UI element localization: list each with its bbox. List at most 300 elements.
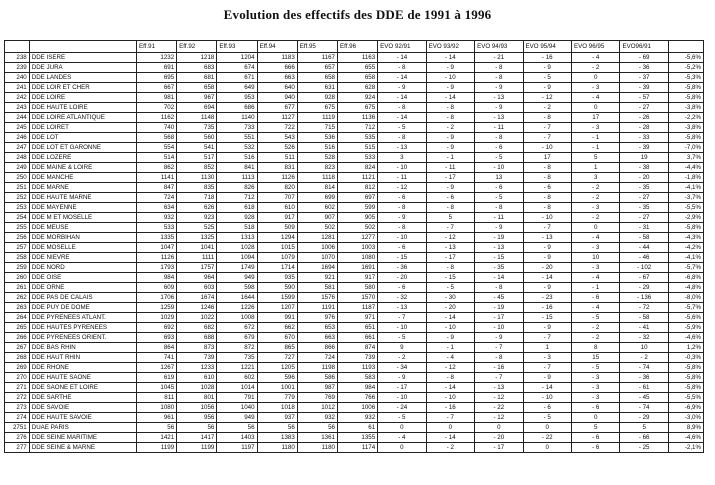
row-index: 269 — [5, 363, 30, 373]
eff-91: 1199 — [136, 443, 176, 453]
evo-96-95: - 4 — [571, 233, 619, 243]
evo-96-91: - 69 — [620, 53, 668, 63]
table-row — [5, 323, 704, 333]
eff-92: 603 — [177, 283, 217, 293]
evo-95-94: - 2 — [523, 103, 571, 113]
evo-96-91: - 20 — [620, 173, 668, 183]
percent-change: 8,9% — [668, 423, 703, 433]
evo-92-91: - 7 — [378, 313, 426, 323]
eff-92: 610 — [177, 373, 217, 383]
evo96-91-header: EVO96/91 — [620, 41, 668, 53]
evo-96-91: - 58 — [620, 313, 668, 323]
evo-95-94: - 9 — [523, 83, 571, 93]
eff-91: 1421 — [136, 433, 176, 443]
eff-91: 609 — [136, 283, 176, 293]
percent-change: -3,8% — [668, 103, 703, 113]
eff-93: 518 — [217, 223, 257, 233]
evo-92-91: - 10 — [378, 163, 426, 173]
eff-95: 581 — [297, 283, 337, 293]
row-index: 252 — [5, 193, 30, 203]
evo-94-93: - 19 — [475, 303, 523, 313]
dde-name: DDE LOIR ET CHER — [29, 83, 136, 93]
evo-96-95: - 2 — [571, 213, 619, 223]
eff-96: 515 — [337, 143, 377, 153]
evo-96-91: 10 — [620, 343, 668, 353]
evo-93-92: - 9 — [426, 83, 474, 93]
eff-94: 509 — [257, 223, 297, 233]
eff-95: 56 — [297, 423, 337, 433]
evo-95-94: 17 — [523, 153, 571, 163]
eff-95: 928 — [297, 93, 337, 103]
eff-93: 1313 — [217, 233, 257, 243]
eff-94: 722 — [257, 123, 297, 133]
eff-95: 653 — [297, 323, 337, 333]
eff-96: 739 — [337, 353, 377, 363]
eff-94: 1180 — [257, 443, 297, 453]
eff-93: 56 — [217, 423, 257, 433]
evo-95-94: - 15 — [523, 313, 571, 323]
eff-95: 823 — [297, 163, 337, 173]
evo-96-95: 17 — [571, 113, 619, 123]
eff-96: 1174 — [337, 443, 377, 453]
table-body — [5, 53, 704, 453]
eff-93: 1221 — [217, 363, 257, 373]
eff-94: 1001 — [257, 383, 297, 393]
eff-91: 1232 — [136, 53, 176, 63]
evo-94-93: - 11 — [475, 123, 523, 133]
row-index: 276 — [5, 433, 30, 443]
eff-96: 1080 — [337, 253, 377, 263]
row-index: 277 — [5, 443, 30, 453]
dde-name: DDE LANDES — [29, 73, 136, 83]
eff-94: 670 — [257, 333, 297, 343]
evo-96-91: - 25 — [620, 443, 668, 453]
eff-95: 516 — [297, 143, 337, 153]
eff-91: 1267 — [136, 363, 176, 373]
eff-91: 1335 — [136, 233, 176, 243]
evo-92-91: - 9 — [378, 213, 426, 223]
evo-96-95: - 4 — [571, 303, 619, 313]
evo-93-92: - 8 — [426, 263, 474, 273]
table-row — [5, 133, 704, 143]
evo-92-91: - 9 — [378, 83, 426, 93]
eff-93: 1204 — [217, 53, 257, 63]
evo-92-91: 0 — [378, 443, 426, 453]
eff-94: 991 — [257, 313, 297, 323]
evo-94-93: - 35 — [475, 263, 523, 273]
eff-93: 1094 — [217, 253, 257, 263]
evo-93-92: - 10 — [426, 73, 474, 83]
evo-96-91: - 33 — [620, 133, 668, 143]
table-row — [5, 293, 704, 303]
eff-92: 626 — [177, 203, 217, 213]
table-row — [5, 273, 704, 283]
evo-96-95: 0 — [571, 223, 619, 233]
row-index: 264 — [5, 313, 30, 323]
eff-95: 1070 — [297, 253, 337, 263]
eff-92: 1028 — [177, 383, 217, 393]
eff-95: 699 — [297, 193, 337, 203]
row-index: 260 — [5, 273, 30, 283]
dde-name: DDE LOT ET GARONNE — [29, 143, 136, 153]
percent-change: -4,2% — [668, 243, 703, 253]
eff-93: 516 — [217, 153, 257, 163]
row-index: 250 — [5, 173, 30, 183]
eff-91: 1259 — [136, 303, 176, 313]
evo-96-95: - 2 — [571, 333, 619, 343]
eff-93: 551 — [217, 133, 257, 143]
evo-95-94: - 20 — [523, 263, 571, 273]
eff-95: 536 — [297, 133, 337, 143]
evo96-95-header: EVO 96/95 — [571, 41, 619, 53]
evo-92-91: - 15 — [378, 253, 426, 263]
eff-96: 1355 — [337, 433, 377, 443]
evo-95-94: - 7 — [523, 223, 571, 233]
evo-96-91: - 61 — [620, 383, 668, 393]
eff-94: 677 — [257, 103, 297, 113]
eff-96: 1277 — [337, 233, 377, 243]
dde-name: DDE SEINE & MARNE — [29, 443, 136, 453]
evo-96-95: - 5 — [571, 313, 619, 323]
effectifs-table — [4, 40, 704, 453]
eff-92: 967 — [177, 93, 217, 103]
table-row — [5, 73, 704, 83]
evo-94-93: - 8 — [475, 283, 523, 293]
eff-94: 727 — [257, 353, 297, 363]
eff-95: 658 — [297, 73, 337, 83]
eff-94: 662 — [257, 323, 297, 333]
evo-95-94: - 5 — [523, 73, 571, 83]
evo-95-94: - 14 — [523, 383, 571, 393]
eff-93: 949 — [217, 413, 257, 423]
eff-95: 657 — [297, 63, 337, 73]
evo-94-93: - 5 — [475, 153, 523, 163]
eff-91: 619 — [136, 373, 176, 383]
percent-change: -4,1% — [668, 253, 703, 263]
percent-change: -2,1% — [668, 443, 703, 453]
dde-name: DDE LOIRE ATLANTIQUE — [29, 113, 136, 123]
eff-95: 631 — [297, 83, 337, 93]
percent-change: -5,8% — [668, 133, 703, 143]
percent-change: -5,6% — [668, 53, 703, 63]
eff-92: 835 — [177, 183, 217, 193]
evo-94-93: - 13 — [475, 243, 523, 253]
eff-92: 739 — [177, 353, 217, 363]
row-index: 273 — [5, 403, 30, 413]
eff-96: 917 — [337, 273, 377, 283]
dde-name: DDE NORD — [29, 263, 136, 273]
eff-92: 1325 — [177, 233, 217, 243]
eff-94: 917 — [257, 213, 297, 223]
evo-93-92: - 10 — [426, 323, 474, 333]
eff-95: 769 — [297, 393, 337, 403]
row-index: 259 — [5, 263, 30, 273]
eff-94: 1383 — [257, 433, 297, 443]
evo-96-95: 0 — [571, 73, 619, 83]
evo-92-91: - 8 — [378, 223, 426, 233]
table-row — [5, 333, 704, 343]
table-row — [5, 403, 704, 413]
percent-change: -3,8% — [668, 123, 703, 133]
eff-96: 1006 — [337, 403, 377, 413]
evo-96-91: - 36 — [620, 373, 668, 383]
eff-93: 1644 — [217, 293, 257, 303]
evo-95-94: - 10 — [523, 143, 571, 153]
eff94-header: Eff.94 — [257, 41, 297, 53]
evo-93-92: - 12 — [426, 233, 474, 243]
evo-95-94: - 14 — [523, 273, 571, 283]
evo-94-93: - 8 — [475, 133, 523, 143]
percent-change: -5,7% — [668, 303, 703, 313]
evo-94-93: - 8 — [475, 353, 523, 363]
eff-93: 1014 — [217, 383, 257, 393]
dde-name: DDE SEINE MARITIME — [29, 433, 136, 443]
evo-96-95: 10 — [571, 253, 619, 263]
eff-91: 514 — [136, 153, 176, 163]
evo-96-91: - 26 — [620, 113, 668, 123]
row-index: 243 — [5, 103, 30, 113]
eff-92: 688 — [177, 333, 217, 343]
evo-92-91: - 10 — [378, 323, 426, 333]
row-index: 268 — [5, 353, 30, 363]
evo-96-95: 5 — [571, 153, 619, 163]
evo-94-93: - 13 — [475, 93, 523, 103]
evo-93-92: - 14 — [426, 53, 474, 63]
eff-91: 741 — [136, 353, 176, 363]
evo-96-95: - 2 — [571, 193, 619, 203]
percent-change: -6,9% — [668, 403, 703, 413]
table-row — [5, 123, 704, 133]
evo-93-92: - 17 — [426, 173, 474, 183]
dde-name: DDE OISE — [29, 273, 136, 283]
percent-change: -8,0% — [668, 293, 703, 303]
eff-95: 866 — [297, 343, 337, 353]
eff-91: 554 — [136, 143, 176, 153]
evo-96-91: - 74 — [620, 363, 668, 373]
eff-93: 532 — [217, 143, 257, 153]
evo-93-92: - 15 — [426, 273, 474, 283]
table-row — [5, 93, 704, 103]
eff-92: 1233 — [177, 363, 217, 373]
evo-93-92: - 9 — [426, 143, 474, 153]
eff-91: 691 — [136, 63, 176, 73]
eff-93: 1226 — [217, 303, 257, 313]
eff-95: 1012 — [297, 403, 337, 413]
table-row — [5, 163, 704, 173]
row-index: 244 — [5, 113, 30, 123]
dde-name: DDE HAUTE MARNE — [29, 193, 136, 203]
evo-94-93: - 7 — [475, 373, 523, 383]
table-row — [5, 263, 704, 273]
table-row — [5, 193, 704, 203]
evo-92-91: - 36 — [378, 263, 426, 273]
percent-change: -4,4% — [668, 163, 703, 173]
evo-96-95: - 1 — [571, 143, 619, 153]
eff-95: 1361 — [297, 433, 337, 443]
eff-93: 1140 — [217, 113, 257, 123]
eff-94: 663 — [257, 73, 297, 83]
eff-95: 1167 — [297, 53, 337, 63]
evo-94-93: - 11 — [475, 213, 523, 223]
row-index: 246 — [5, 133, 30, 143]
dde-name: DDE BAS RHIN — [29, 343, 136, 353]
eff-94: 610 — [257, 203, 297, 213]
eff-92: 1757 — [177, 263, 217, 273]
eff-91: 1045 — [136, 383, 176, 393]
eff-96: 905 — [337, 213, 377, 223]
eff-92: 1130 — [177, 173, 217, 183]
eff-93: 1113 — [217, 173, 257, 183]
eff-94: 56 — [257, 423, 297, 433]
evo-96-95: - 3 — [571, 373, 619, 383]
row-index: 272 — [5, 393, 30, 403]
evo-94-93: - 21 — [475, 53, 523, 63]
dde-name: DDE M ET MOSELLE — [29, 213, 136, 223]
evo-96-95: 5 — [571, 423, 619, 433]
name-header — [29, 41, 136, 53]
eff-92: 852 — [177, 163, 217, 173]
eff-93: 1040 — [217, 403, 257, 413]
percent-change: -5,7% — [668, 263, 703, 273]
evo-94-93: - 12 — [475, 413, 523, 423]
table-row — [5, 63, 704, 73]
table-row — [5, 233, 704, 243]
evo-96-91: - 72 — [620, 303, 668, 313]
percent-change: -5,8% — [668, 363, 703, 373]
evo-96-95: - 4 — [571, 273, 619, 283]
evo-92-91: - 12 — [378, 183, 426, 193]
evo-96-91: - 35 — [620, 183, 668, 193]
evo-96-95: 3 — [571, 173, 619, 183]
eff-92: 1056 — [177, 403, 217, 413]
eff-91: 724 — [136, 193, 176, 203]
evo-95-94: - 5 — [523, 413, 571, 423]
eff-92: 956 — [177, 413, 217, 423]
eff-91: 695 — [136, 73, 176, 83]
table-row — [5, 243, 704, 253]
evo-93-92: - 14 — [426, 313, 474, 323]
evo-96-91: - 35 — [620, 203, 668, 213]
evo-94-93: - 6 — [475, 183, 523, 193]
row-index: 256 — [5, 233, 30, 243]
evo-95-94: - 6 — [523, 403, 571, 413]
evo-96-91: - 46 — [620, 253, 668, 263]
table-row — [5, 363, 704, 373]
row-index: 2751 — [5, 423, 30, 433]
dde-name: DDE MOSELLE — [29, 243, 136, 253]
evo-96-95: - 2 — [571, 183, 619, 193]
evo-94-93: 0 — [475, 423, 523, 433]
evo-94-93: - 8 — [475, 203, 523, 213]
evo-93-92: - 8 — [426, 373, 474, 383]
evo-95-94: - 8 — [523, 173, 571, 183]
evo-92-91: - 5 — [378, 333, 426, 343]
evo-94-93: 13 — [475, 173, 523, 183]
eff-92: 1417 — [177, 433, 217, 443]
evo-96-91: - 27 — [620, 213, 668, 223]
table-row — [5, 143, 704, 153]
evo-95-94: - 8 — [523, 203, 571, 213]
dde-name: DDE LOT — [29, 133, 136, 143]
table-row — [5, 393, 704, 403]
evo-95-94: - 9 — [523, 243, 571, 253]
table-header-row — [5, 41, 704, 53]
eff-92: 923 — [177, 213, 217, 223]
percent-change: 3,7% — [668, 153, 703, 163]
evo-96-91: - 31 — [620, 223, 668, 233]
evo-93-92: - 12 — [426, 363, 474, 373]
evo-95-94: - 16 — [523, 303, 571, 313]
eff-91: 847 — [136, 183, 176, 193]
eff-95: 715 — [297, 123, 337, 133]
eff93-header: Eff.93 — [217, 41, 257, 53]
eff-95: 907 — [297, 213, 337, 223]
eff-94: 1126 — [257, 173, 297, 183]
evo-96-95: 8 — [571, 343, 619, 353]
eff-93: 598 — [217, 283, 257, 293]
table-row — [5, 183, 704, 193]
evo-96-91: - 136 — [620, 293, 668, 303]
evo-94-93: - 10 — [475, 323, 523, 333]
evo-93-92: - 8 — [426, 203, 474, 213]
eff-94: 1015 — [257, 243, 297, 253]
eff-96: 658 — [337, 73, 377, 83]
eff-93: 826 — [217, 183, 257, 193]
evo-94-93: - 20 — [475, 433, 523, 443]
evo-93-92: - 1 — [426, 343, 474, 353]
evo-92-91: - 20 — [378, 273, 426, 283]
eff-91: 1126 — [136, 253, 176, 263]
dde-name: DDE HAUT RHIN — [29, 353, 136, 363]
evo-93-92: - 16 — [426, 403, 474, 413]
row-index: 254 — [5, 213, 30, 223]
row-index: 262 — [5, 293, 30, 303]
evo93-92-header: EVO 93/92 — [426, 41, 474, 53]
evo-95-94: - 7 — [523, 363, 571, 373]
eff-96: 1193 — [337, 363, 377, 373]
eff-94: 1018 — [257, 403, 297, 413]
table-row — [5, 303, 704, 313]
evo-94-93: - 15 — [475, 253, 523, 263]
evo92-91-header: EVO 92/91 — [378, 41, 426, 53]
evo-93-92: - 2 — [426, 123, 474, 133]
evo-92-91: - 2 — [378, 353, 426, 363]
evo-94-93: - 9 — [475, 103, 523, 113]
evo-96-95: - 6 — [571, 403, 619, 413]
eff-94: 865 — [257, 343, 297, 353]
eff-91: 533 — [136, 223, 176, 233]
table-row — [5, 343, 704, 353]
percent-header — [668, 41, 703, 53]
eff-93: 602 — [217, 373, 257, 383]
evo-92-91: 3 — [378, 153, 426, 163]
percent-change: -5,8% — [668, 373, 703, 383]
percent-change: -0,3% — [668, 353, 703, 363]
percent-change: -5,5% — [668, 393, 703, 403]
evo-96-95: - 3 — [571, 123, 619, 133]
evo95-94-header: EVO 95/94 — [523, 41, 571, 53]
eff-91: 862 — [136, 163, 176, 173]
eff-92: 801 — [177, 393, 217, 403]
percent-change: -5,8% — [668, 383, 703, 393]
row-index: 274 — [5, 413, 30, 423]
evo-92-91: - 10 — [378, 393, 426, 403]
eff-96: 580 — [337, 283, 377, 293]
eff-91: 1793 — [136, 263, 176, 273]
evo-94-93: - 22 — [475, 403, 523, 413]
eff-92: 1148 — [177, 113, 217, 123]
eff-92: 873 — [177, 343, 217, 353]
